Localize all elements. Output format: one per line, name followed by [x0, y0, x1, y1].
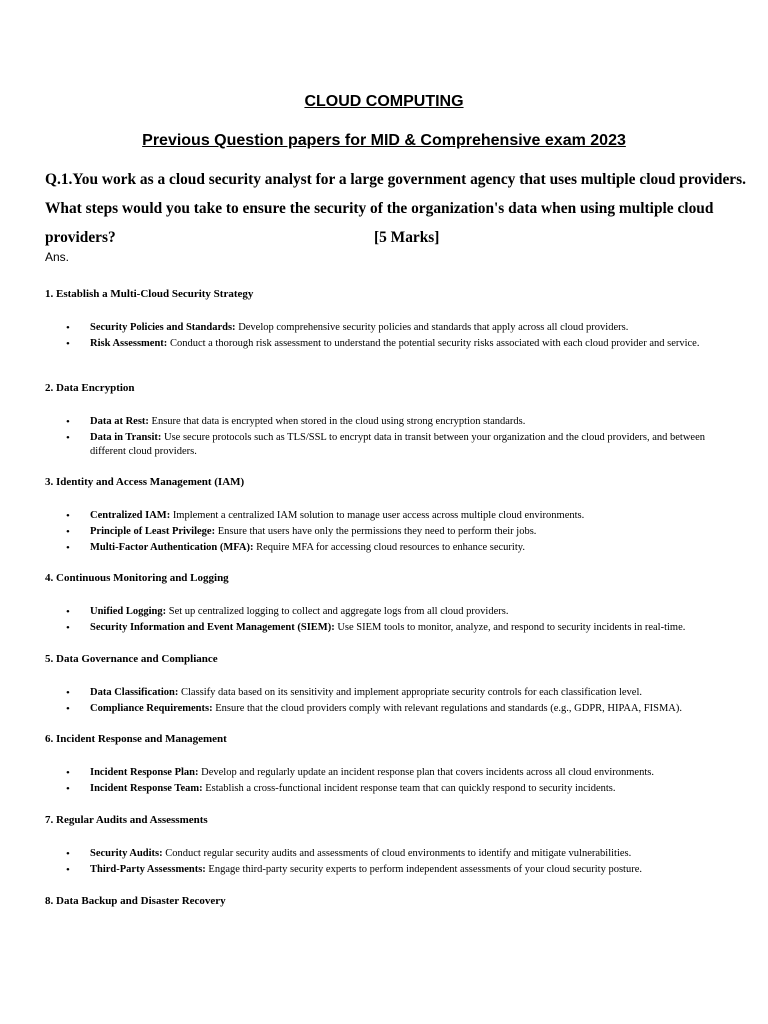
item-term: Data in Transit:	[90, 432, 162, 443]
item-text: Classify data based on its sensitivity and implement appropriate security controls for each classification level.	[178, 687, 642, 698]
question-line-2: What steps would you take to ensure the security of the organization's data when using multiple cloud	[45, 200, 714, 217]
item-text: Set up centralized logging to collect and aggregate logs from all cloud providers.	[166, 606, 509, 617]
item-text: Develop comprehensive security policies and standards that apply across all cloud providers.	[235, 322, 629, 333]
list-item	[0, 621, 768, 635]
document-title: CLOUD COMPUTING	[304, 93, 464, 110]
list-item	[0, 509, 768, 523]
bullet-icon: •	[66, 542, 70, 554]
item-text: Develop and regularly update an incident response plan that covers incidents across all cloud environments.	[198, 767, 654, 778]
section-list-1	[0, 321, 768, 353]
section-list-2	[0, 415, 768, 461]
list-item	[0, 337, 768, 351]
section-list-3	[0, 509, 768, 557]
section-list-5	[0, 686, 768, 718]
item-text: Implement a centralized IAM solution to manage user access across multiple cloud environments.	[170, 510, 585, 521]
list-item	[0, 702, 768, 716]
list-item	[0, 605, 768, 619]
list-item	[0, 847, 768, 861]
item-text: Require MFA for accessing cloud resources to enhance security.	[253, 542, 525, 553]
answer-label: Ans.	[45, 250, 70, 264]
bullet-icon: •	[66, 416, 70, 428]
section-heading-6: 6. Incident Response and Management	[45, 733, 227, 745]
item-term: Compliance Requirements:	[90, 703, 213, 714]
list-item	[0, 415, 768, 429]
item-term: Security Policies and Standards:	[90, 322, 236, 333]
item-term: Multi-Factor Authentication (MFA):	[90, 542, 254, 553]
section-heading-3: 3. Identity and Access Management (IAM)	[45, 476, 245, 488]
bullet-icon: •	[66, 510, 70, 522]
item-term: Unified Logging:	[90, 606, 167, 617]
list-item	[0, 541, 768, 555]
item-text: Establish a cross-functional incident response team that can quickly respond to security incidents.	[202, 783, 616, 794]
bullet-icon: •	[66, 767, 70, 779]
bullet-icon: •	[66, 783, 70, 795]
bullet-icon: •	[66, 687, 70, 699]
section-list-7	[0, 847, 768, 879]
item-term: Third-Party Assessments:	[90, 864, 206, 875]
list-item	[0, 686, 768, 700]
bullet-icon: •	[66, 848, 70, 860]
section-heading-4: 4. Continuous Monitoring and Logging	[45, 572, 229, 584]
section-heading-1: 1. Establish a Multi-Cloud Security Strategy	[45, 288, 254, 300]
document-subtitle: Previous Question papers for MID & Comprehensive exam 2023	[142, 132, 626, 149]
bullet-icon: •	[66, 526, 70, 538]
item-term: Incident Response Plan:	[90, 767, 199, 778]
bullet-icon: •	[66, 622, 70, 634]
list-item	[0, 863, 768, 877]
section-heading-5: 5. Data Governance and Compliance	[45, 653, 218, 665]
question-marks: [5 Marks]	[374, 229, 440, 246]
item-term: Principle of Least Privilege:	[90, 526, 216, 537]
item-text: Engage third-party security experts to perform independent assessments of your cloud security posture.	[205, 864, 643, 875]
item-text: Ensure that users have only the permissions they need to perform their jobs.	[215, 526, 537, 537]
item-text: Use secure protocols such as TLS/SSL to encrypt data in transit between your organization and the cloud providers, and between different cloud providers.	[90, 432, 705, 457]
question-block	[45, 165, 745, 252]
item-term: Security Information and Event Management (SIEM):	[90, 622, 335, 633]
item-text: Ensure that data is encrypted when stored in the cloud using strong encryption standards.	[148, 416, 526, 427]
section-heading-7: 7. Regular Audits and Assessments	[45, 814, 208, 826]
bullet-icon: •	[66, 338, 70, 350]
item-term: Risk Assessment:	[90, 338, 168, 349]
question-line-3-text: providers?	[45, 229, 116, 246]
item-text: Ensure that the cloud providers comply with relevant regulations and standards (e.g., GDPR, HIPAA, FISMA).	[212, 703, 683, 714]
item-text: Conduct a thorough risk assessment to understand the potential security risks associated with each cloud provider and service.	[167, 338, 700, 349]
list-item	[0, 431, 768, 459]
item-term: Security Audits:	[90, 848, 163, 859]
bullet-icon: •	[66, 864, 70, 876]
bullet-icon: •	[66, 322, 70, 334]
section-list-6	[0, 766, 768, 798]
item-term: Centralized IAM:	[90, 510, 171, 521]
question-line-1: Q.1.You work as a cloud security analyst for a large government agency that uses multiple cloud providers.	[45, 171, 746, 188]
item-text: Use SIEM tools to monitor, analyze, and respond to security incidents in real-time.	[334, 622, 686, 633]
item-term: Data at Rest:	[90, 416, 149, 427]
list-item	[0, 321, 768, 335]
item-text: Conduct regular security audits and assessments of cloud environments to identify and mitigate vulnerabilities.	[162, 848, 632, 859]
bullet-icon: •	[66, 606, 70, 618]
list-item	[0, 782, 768, 796]
bullet-icon: •	[66, 703, 70, 715]
item-term: Incident Response Team:	[90, 783, 203, 794]
section-list-4	[0, 605, 768, 637]
list-item	[0, 766, 768, 780]
item-term: Data Classification:	[90, 687, 179, 698]
list-item	[0, 525, 768, 539]
section-heading-8: 8. Data Backup and Disaster Recovery	[45, 895, 226, 907]
bullet-icon: •	[66, 432, 70, 444]
section-heading-2: 2. Data Encryption	[45, 382, 135, 394]
question-line-3	[45, 223, 745, 252]
